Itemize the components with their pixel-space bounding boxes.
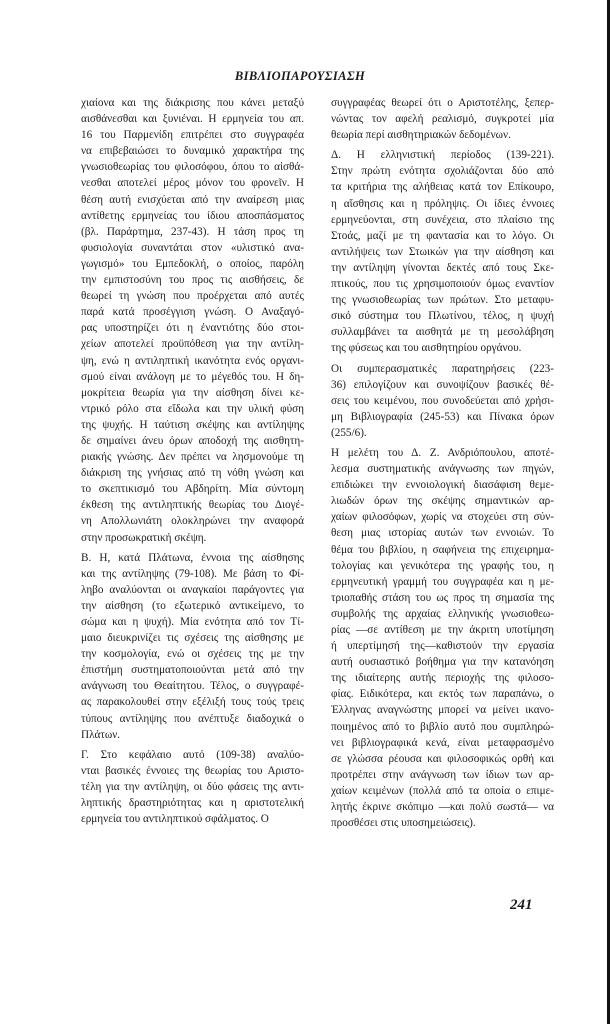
text-line: σικό σύστημα του Πλωτίνου, τέλος, η ψυχή (331, 310, 554, 323)
paragraph (81, 95, 304, 546)
text-line: Δ. Η ελληνιστική περίοδος (139-221). (331, 149, 554, 162)
text-line: νη Απολλωνιάτη ολοκληρώνει την αναφορά (81, 515, 304, 528)
text-line: Οι συμπερασματικές παρατηρήσεις (223- (331, 362, 554, 375)
text-line: συλλαμβάνει τα αισθητά με τη μεσολάβηση (331, 326, 554, 339)
text-line: συμβολής της αρχαίας ελληνικής γνωσιοθεω- (331, 607, 554, 620)
text-line: νεσθαι αποτελεί μέρος μόνον του φρονεῖν. Η (81, 177, 304, 190)
text-line: νει βιβλιογραφικά κενά, είναι μεταφρασμένο (331, 736, 554, 749)
text-line: γωγισμό» του Εμπεδοκλή, ο οποίος, παρόλη (81, 257, 304, 270)
text-line: μοκρίτεια θεωρία για την αίσθηση δίνει κε- (81, 386, 304, 399)
paragraph (81, 550, 304, 743)
text-line: σεις του κειμένου, που συνοδεύεται από χρήσι- (331, 394, 554, 407)
paragraph (331, 147, 554, 356)
text-line: λεσμα συστηματικής ανάγνωσης των πηγών, (331, 463, 554, 476)
text-line: και της αντίληψης (79-108). Με βάση το Φί- (81, 567, 304, 580)
text-line: αισθάνεσθαι και ξυνιέναι. Η ερμηνεία του απ. (81, 113, 304, 126)
text-line: φίας. Ειδικότερα, και εκτός των παραπάνω, ο (331, 688, 554, 701)
text-line: τύπους αντίληψης που ανέπτυξε διαδοχικά ο (81, 712, 304, 725)
text-line: Στην πρώτη ενότητα σχολιάζονται δύο από (331, 165, 554, 178)
text-line: ληβο αναλύονται οι αναγκαίοι παράγοντες για (81, 583, 304, 596)
right-column (331, 95, 554, 831)
text-line: ανάγνωση του Θεαίτητου. Τέλος, ο συγγραφέ- (81, 680, 304, 693)
text-line: ή υπερτίμησή της—καθιστούν την εργασία (331, 640, 554, 653)
text-line: διάκριση της γνήσιας από τη νόθη γνώση και (81, 467, 304, 480)
text-line: της γνωσιοθεωρίας των πρώτων. Στο μεταφυ- (331, 294, 554, 307)
text-line: αντίθετης ερμηνείας του ίδιου αποσπάσματος (81, 209, 304, 222)
paragraph (81, 747, 304, 827)
text-line: μαιο διευκρινίζει τις σχέσεις της αίσθησης με (81, 632, 304, 645)
text-line: Στοάς, μαζί με τη φαντασία και το λόγο. Οι (331, 229, 554, 242)
paragraph (331, 95, 554, 143)
text-line: Γ. Στο κεφάλαιο αυτό (109-38) αναλύο- (81, 748, 304, 761)
text-line: επιδιώκει την εννοιολογική διασάφιση θεμε- (331, 479, 554, 492)
text-line: το σκεπτικισμό του Αβδηρίτη. Μία σύντομη (81, 483, 304, 496)
text-line: ριακής γνώσης. Δεν πρέπει να λησμονούμε τη (81, 451, 304, 464)
text-line: συγγραφέας θεωρεί ότι ο Αριστοτέλης, ξεπερ- (331, 97, 554, 109)
text-line: γνωσιοθεωρίας του φιλοσόφου, όπου το αἰσθά- (81, 161, 304, 174)
text-line: νται βασικές έννοιες της θεωρίας του Αριστο- (81, 764, 304, 777)
text-line: ερμηνεία του αντιληπτικού σφάλματος. Ο (81, 813, 269, 826)
text-line: δε σημαίνει άνευ όρων αποδοχή της αισθητη- (81, 434, 304, 447)
text-line: (255/6). (331, 426, 367, 439)
text-line: αντιλήψεις των Στωικών για την αίσθηση και (331, 245, 554, 258)
text-line: ντρικό ρόλο στα εἴδωλα και την υλική φύση (81, 402, 304, 415)
paragraph (331, 445, 554, 831)
text-line: τολογίας και γενικότερα της γραφής του, η (331, 559, 554, 572)
running-title: ΒΙΒΛΙΟΠΑΡΟΥΣΙΑΣΗ (234, 69, 366, 83)
text-line: Έλληνας αναγνώστης μπορεί να μείνει ικανο- (331, 704, 554, 717)
text-line: έκθεση της αντιληπτικής θεωρίας του Διογέ- (81, 499, 304, 512)
text-line: ας παρακολουθεί στην εξέλιξή τους τούς τρεις (81, 696, 304, 709)
text-line: ἐπιστήμη συστηματοποιούνται μετά από την (81, 664, 304, 677)
text-line: μη Βιβλιογραφία (245-53) και Πίνακα όρων (331, 410, 554, 423)
text-line: ερμηνεύονται, στη συνέχεια, στο πλαίσιο της (331, 213, 554, 226)
text-line: λητής έκρινε σκόπιμο —και πολύ σωστά— να (331, 801, 554, 814)
text-line: φυσιολογία συναντάται στον «υλιστικό ανα- (81, 241, 304, 254)
text-line: σμού είναι ανάλογη με το μέγεθός του. Η δη- (81, 370, 304, 383)
text-line: την κοσμολογία, ενώ οι σχέσεις της με την (81, 648, 304, 661)
text-line: να επιβεβαιώσει το δυναμικό χαρακτήρα της (81, 145, 304, 158)
left-column (81, 95, 304, 827)
text-line: χαίων φιλοσόφων, χωρίς να στοχεύει στη σύν- (331, 511, 554, 524)
text-line: τα κριτήρια της αλήθειας κατά τον Επίκουρο, (331, 181, 554, 194)
text-line: ποιημένος από το βιβλίο αυτό που συμπληρώ- (331, 720, 554, 733)
text-line: θέμα του βιβλίου, η σαφήνεια της επιχειρημα- (331, 543, 554, 556)
text-line: η αἴσθησις και η πρόληψις. Οι ίδιες έννοιες (331, 197, 554, 210)
text-line: Η μελέτη του Δ. Ζ. Ανδριόπουλου, αποτέ- (331, 446, 554, 459)
text-line: ρίας —σε αντίθεση με την άκριτη υποτίμηση (331, 624, 554, 636)
text-line: ληπτικής δραστηριότητας και η αριστοτελική (81, 797, 304, 810)
text-line: χαίων κειμένων (πολλά από τα οποία ο επιμε- (331, 784, 554, 797)
text-line: προσθέσει στις υποσημειώσεις). (331, 817, 476, 830)
text-line: θεωρεί τη γνώση που προέρχεται από αυτές (81, 290, 304, 303)
text-line: παρά κατά προσέγγιση γνώση. Ο Αναξαγό- (81, 306, 304, 319)
text-line: την αίσθηση (το εξωτερικό αντικείμενο, το (81, 599, 304, 612)
text-line: τριοπαθής στάση του ως προς τη σημασία της (331, 591, 554, 604)
text-line: σώμα και η ψυχή). Μία ενότητα από τον Τί- (81, 616, 304, 628)
paragraph (331, 361, 554, 441)
text-line: θεωρία περί αισθητηριακών δεδομένων. (331, 129, 511, 142)
text-line: ψη, ενώ η αντιληπτική ικανότητα ενός οργανι- (81, 354, 304, 367)
page-number: 241 (510, 897, 533, 913)
text-line: θεση μιας ιστορίας αυτών των εννοιών. Το (331, 527, 554, 540)
text-line: λιωδών όρων της σκέψης σημαντικών αρ- (331, 495, 554, 508)
text-line: χείων αποτελεί προϋπόθεση για την αντίλη- (81, 338, 304, 351)
text-line: στην προσωκρατική σκέψη. (81, 531, 207, 544)
text-line: ρας υποστηρίζει ότι η ἐναντιότης δύο στοι- (81, 322, 304, 335)
text-line: την αντίληψη γίνονται δεκτές από τους Σκε- (331, 261, 554, 274)
text-line: Πλάτων. (81, 728, 121, 741)
text-line: της ψυχής. Η ταύτιση σκέψης και αντίληψης (81, 418, 304, 431)
text-line: πτικούς, που τις χρησιμοποιούν όμως εναντίον (331, 278, 554, 291)
text-line: 16 του Παρμενίδη επιτρέπει στο συγγραφέα (81, 129, 304, 142)
text-line: Β. Η, κατά Πλάτωνα, έννοια της αίσθησης (81, 551, 304, 564)
text-line: νώντας τον αφελή ρεαλισμό, συγκροτεί μία (331, 113, 554, 126)
text-line: 36) επιλογίζουν και συνοψίζουν βασικές θέ- (331, 378, 554, 391)
text-line: τέλη για την αντίληψη, οι δύο φάσεις της αντι- (81, 780, 304, 793)
text-line: την εμπιστοσύνη του προς τις αισθήσεις, δε (81, 274, 304, 287)
text-line: της φύσεως και του αισθητηρίου οργάνου. (331, 342, 522, 355)
text-line: χιαίονα και της διάκρισης που κάνει μεταξύ (81, 97, 304, 109)
text-line: ερμηνευτική γραμμή του συγγραφέα και η με- (331, 575, 554, 588)
text-line: θέση αυτή ενισχύεται από την αναίρεση μιας (81, 193, 304, 206)
text-line: αυτή ουσιαστικό βοήθημα για την κατανόηση (331, 656, 554, 669)
text-line: προτρέπει στην ανάγνωση των ίδιων των αρ- (331, 768, 554, 781)
text-line: της ιδιαίτερης αυτής περιοχής της φιλοσο- (331, 672, 554, 685)
text-line: σε γλώσσα ρέουσα και φιλοσοφικώς ορθή και (331, 752, 554, 765)
text-line: (βλ. Παράρτημα, 237-43). Η τάση προς τη (81, 225, 304, 238)
